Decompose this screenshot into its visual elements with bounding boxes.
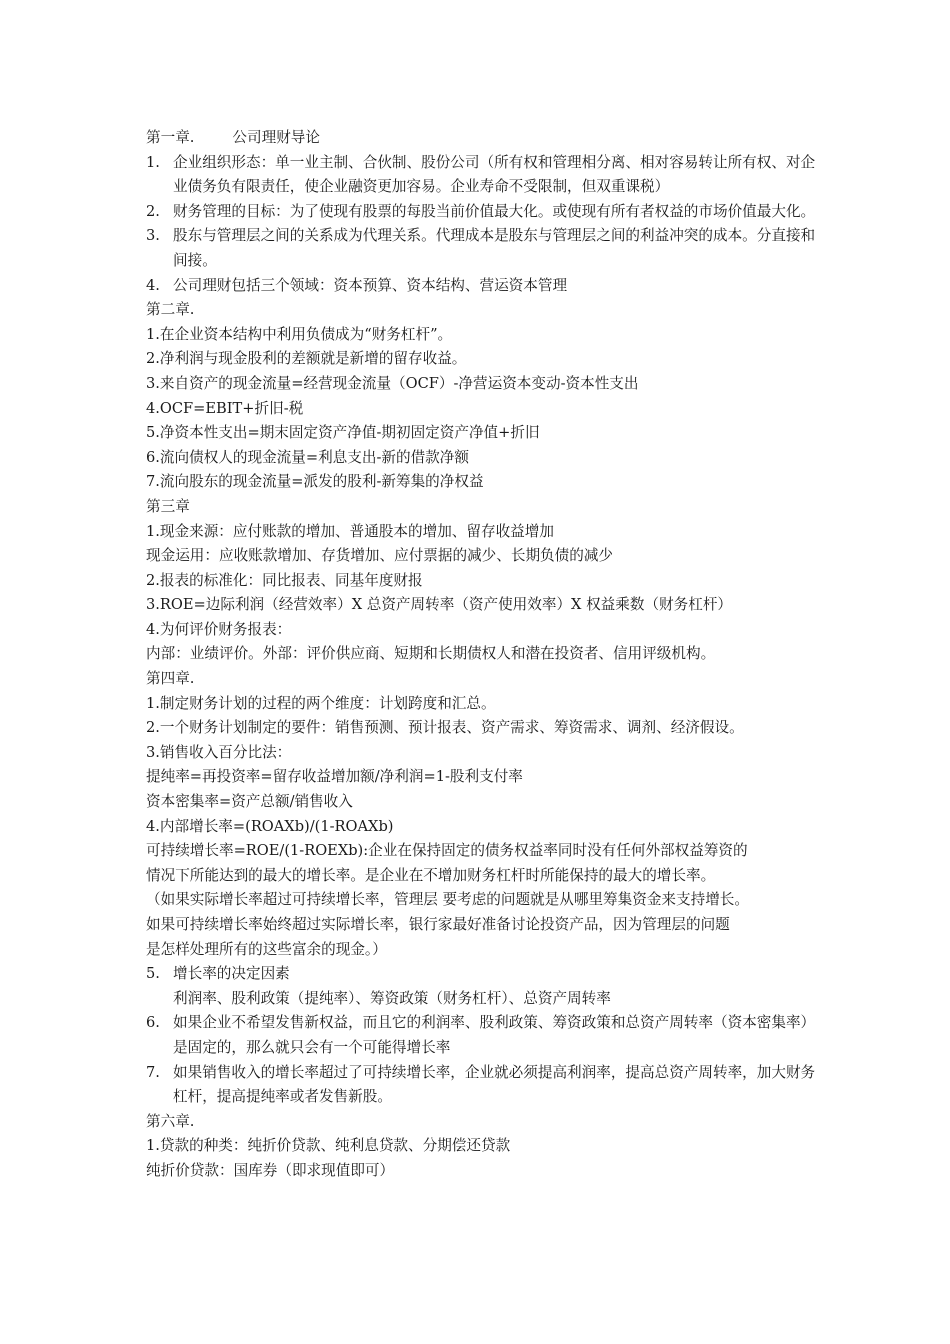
text-line: 提纯率=再投资率=留存收益增加额/净利润=1-股利支付率 [146, 768, 523, 786]
list-item: 6. 如果企业不希望发售新权益，而且它的利润率、股利政策、筹资政策和总资产周转率（资本密集率）是固定的，那么就只会有一个可能得增长率 [146, 1014, 816, 1056]
chapter-6-heading: 第六章. [146, 1112, 195, 1130]
list-item: 5. 增长率的决定因素 [146, 965, 290, 983]
list-item: 2. 财务管理的目标：为了使现有股票的每股当前价值最大化。或使现有所有者权益的市场价值最大化。 [146, 202, 816, 220]
text-line: （如果实际增长率超过可持续增长率，管理层 要考虑的问题就是从哪里筹集资金来支持增长。 [146, 891, 749, 909]
text-line: 资本密集率=资产总额/销售收入 [146, 793, 353, 811]
text-line: 2.报表的标准化：同比报表、同基年度财报 [146, 571, 423, 589]
text-line: 纯折价贷款：国库券（即求现值即可） [146, 1161, 395, 1179]
chapter-1-number: 第一章. [146, 129, 195, 146]
text-line: 4.为何评价财务报表： [146, 620, 292, 638]
document-page [146, 126, 826, 1184]
chapter-1-title: 公司理财导论 [232, 129, 320, 146]
list-item: 3. 股东与管理层之间的关系成为代理关系。代理成本是股东与管理层之间的利益冲突的成本。分直接和间接。 [146, 227, 816, 269]
text-line: 1.现金来源：应付账款的增加、普通股本的增加、留存收益增加 [146, 522, 554, 540]
text-line: 现金运用：应收账款增加、存货增加、应付票据的减少、长期负债的减少 [146, 547, 614, 565]
text-line: 5.净资本性支出=期末固定资产净值-期初固定资产净值+折旧 [146, 424, 540, 442]
text-line: 1.在企业资本结构中利用负债成为“财务杠杆”。 [146, 325, 453, 343]
text-line: 4.OCF=EBIT+折旧-税 [146, 399, 304, 417]
text-line: 4.内部增长率=(ROAXb)/(1-ROAXb) [146, 817, 394, 835]
text-line: 3.销售收入百分比法： [146, 743, 292, 761]
list-item: 1. 企业组织形态：单一业主制、合伙制、股份公司（所有权和管理相分离、相对容易转让所有权、对企业债务负有限责任，使企业融资更加容易。企业寿命不受限制，但双重课税） [146, 153, 816, 196]
text-line: 6.流向债权人的现金流量=利息支出-新的借款净额 [146, 448, 469, 466]
text-line: 可持续增长率=ROE/(1-ROEXb):企业在保持固定的债务权益率同时没有任何外部权益筹资的 [146, 842, 748, 860]
text-line: 2.一个财务计划制定的要件：销售预测、预计报表、资产需求、筹资需求、调剂、经济假设。 [146, 719, 744, 737]
text-line: 内部：业绩评价。外部：评价供应商、短期和长期债权人和潜在投资者、信用评级机构。 [146, 645, 716, 663]
text-line: 1.贷款的种类：纯折价贷款、纯利息贷款、分期偿还贷款 [146, 1137, 511, 1155]
chapter-2-heading: 第二章. [146, 301, 195, 319]
text-line: 2.净利润与现金股利的差额就是新增的留存收益。 [146, 350, 467, 368]
list-item: 4. 公司理财包括三个领域：资本预算、资本结构、营运资本管理 [146, 276, 568, 294]
text-line: 如果可持续增长率始终超过实际增长率，银行家最好准备讨论投资产品，因为管理层的问题 [146, 916, 730, 933]
text-line: 是怎样处理所有的这些富余的现金。） [146, 940, 387, 958]
chapter-1-heading [146, 126, 826, 151]
list-item: 7. 如果销售收入的增长率超过了可持续增长率，企业就必须提高利润率，提高总资产周转率，加大财务杠杆，提高提纯率或者发售新股。 [146, 1063, 816, 1106]
text-line: 1.制定财务计划的过程的两个维度：计划跨度和汇总。 [146, 694, 496, 712]
text-line: 3.来自资产的现金流量=经营现金流量（OCF）-净营运资本变动-资本性支出 [146, 374, 639, 392]
text-line: 7.流向股东的现金流量=派发的股利-新筹集的净权益 [146, 473, 484, 491]
chapter-4-heading: 第四章. [146, 670, 195, 688]
text-line: 3.ROE=边际利润（经营效率）X 总资产周转率（资产使用效率）X 权益乘数（财务杠杆） [146, 596, 733, 614]
chapter-3-heading: 第三章 [146, 497, 190, 515]
list-item: 利润率、股利政策（提纯率）、筹资政策（财务杠杆）、总资产周转率 [173, 989, 611, 1007]
text-line: 情况下所能达到的最大的增长率。是企业在不增加财务杠杆时所能保持的最大的增长率。 [146, 866, 716, 884]
